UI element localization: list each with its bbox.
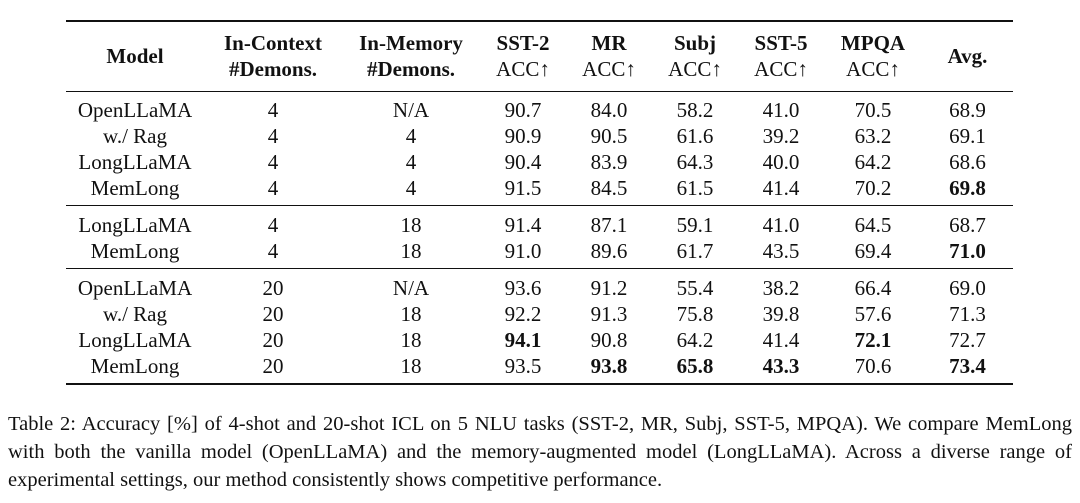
value-cell: 64.2 — [676, 327, 714, 352]
value-cell: 39.2 — [762, 123, 800, 148]
value-cell: 91.4 — [504, 212, 542, 237]
value-cell: 71.0 — [949, 238, 986, 263]
table-header — [66, 21, 1013, 91]
value-cell: 91.3 — [590, 301, 628, 326]
header-avg — [922, 21, 1013, 91]
value-cell: 91.2 — [590, 275, 628, 300]
value-cell: 20 — [262, 353, 284, 378]
value-cell: 66.4 — [854, 275, 892, 300]
value-cell: 61.6 — [676, 123, 714, 148]
table-row — [66, 238, 1013, 269]
header-sst5 — [738, 21, 824, 91]
value-cell: 59.1 — [676, 212, 714, 237]
header-sublabel: ACC↑ — [582, 57, 636, 82]
value-cell: 69.1 — [949, 123, 986, 148]
header-sublabel: #Demons. — [228, 57, 318, 82]
table-row — [66, 205, 1013, 238]
value-cell: 69.0 — [949, 275, 986, 300]
value-cell: 84.0 — [590, 97, 628, 122]
value-cell: 38.2 — [762, 275, 800, 300]
header-label: MPQA — [840, 31, 906, 56]
table-caption: Table 2: Accuracy [%] of 4-shot and 20-shot ICL on 5 NLU tasks (SST-2, MR, Subj, SST-5, MPQA). We compare MemLong with both the vanilla model (OpenLLaMA) and the memory-augmented model (LongLLaMA). Across a diverse range of experimental settings, our method consistently shows competitive performance. — [8, 413, 1072, 491]
model-cell: MemLong — [90, 353, 180, 378]
table-group — [66, 205, 1013, 268]
value-cell: 4 — [405, 175, 417, 200]
value-cell: 90.9 — [504, 123, 542, 148]
header-label: SST-5 — [754, 31, 808, 56]
value-cell: 41.0 — [762, 97, 800, 122]
value-cell: 70.6 — [854, 353, 892, 378]
model-cell: OpenLLaMA — [77, 97, 193, 122]
value-cell: 65.8 — [676, 353, 714, 378]
value-cell: 61.5 — [676, 175, 714, 200]
value-cell: 68.6 — [949, 149, 986, 174]
model-cell: LongLLaMA — [78, 149, 192, 174]
value-cell: 4 — [267, 123, 279, 148]
value-cell: 18 — [400, 327, 422, 352]
value-cell: 64.2 — [854, 149, 892, 174]
table-row — [66, 175, 1013, 206]
header-sublabel: ACC↑ — [496, 57, 550, 82]
value-cell: 91.0 — [504, 238, 542, 263]
value-cell: 55.4 — [676, 275, 714, 300]
value-cell: 90.8 — [590, 327, 628, 352]
header-in-context — [204, 21, 342, 91]
value-cell: 4 — [405, 123, 417, 148]
value-cell: N/A — [392, 275, 430, 300]
header-sst2 — [480, 21, 566, 91]
value-cell: 68.7 — [949, 212, 986, 237]
value-cell: 41.4 — [762, 327, 800, 352]
model-cell: w./ Rag — [103, 123, 167, 148]
value-cell: 69.4 — [854, 238, 892, 263]
value-cell: 91.5 — [504, 175, 542, 200]
header-label: Model — [106, 44, 164, 69]
table-row — [66, 301, 1013, 327]
value-cell: N/A — [392, 97, 430, 122]
value-cell: 20 — [262, 301, 284, 326]
header-sublabel: ACC↑ — [846, 57, 900, 82]
table-row — [66, 149, 1013, 175]
value-cell: 4 — [267, 97, 279, 122]
value-cell: 90.4 — [504, 149, 542, 174]
header-row — [66, 21, 1013, 91]
value-cell: 39.8 — [762, 301, 800, 326]
value-cell: 93.5 — [504, 353, 542, 378]
value-cell: 43.3 — [762, 353, 800, 378]
value-cell: 87.1 — [590, 212, 628, 237]
value-cell: 64.3 — [676, 149, 714, 174]
value-cell: 93.6 — [504, 275, 542, 300]
value-cell: 71.3 — [949, 301, 986, 326]
table-row — [66, 353, 1013, 384]
value-cell: 83.9 — [590, 149, 628, 174]
header-in-memory — [342, 21, 480, 91]
table-row — [66, 327, 1013, 353]
value-cell: 89.6 — [590, 238, 628, 263]
model-cell: LongLLaMA — [78, 212, 192, 237]
value-cell: 4 — [267, 149, 279, 174]
value-cell: 20 — [262, 275, 284, 300]
value-cell: 94.1 — [504, 327, 542, 352]
value-cell: 75.8 — [676, 301, 714, 326]
value-cell: 18 — [400, 353, 422, 378]
header-label: MR — [591, 31, 627, 56]
value-cell: 68.9 — [949, 97, 986, 122]
value-cell: 4 — [405, 149, 417, 174]
value-cell: 20 — [262, 327, 284, 352]
header-label: SST-2 — [496, 31, 550, 56]
value-cell: 70.5 — [854, 97, 892, 122]
value-cell: 18 — [400, 212, 422, 237]
value-cell: 70.2 — [854, 175, 892, 200]
header-mpqa — [824, 21, 922, 91]
value-cell: 92.2 — [504, 301, 542, 326]
value-cell: 93.8 — [590, 353, 628, 378]
value-cell: 18 — [400, 238, 422, 263]
model-cell: LongLLaMA — [78, 327, 192, 352]
table-row — [66, 91, 1013, 123]
header-sublabel: ACC↑ — [754, 57, 808, 82]
header-sublabel: #Demons. — [366, 57, 456, 82]
header-label: Avg. — [947, 44, 988, 69]
results-table — [66, 20, 1013, 385]
value-cell: 43.5 — [762, 238, 800, 263]
value-cell: 4 — [267, 212, 279, 237]
table-group — [66, 268, 1013, 384]
value-cell: 72.1 — [854, 327, 892, 352]
header-mr — [566, 21, 652, 91]
header-label: Subj — [673, 31, 717, 56]
value-cell: 90.7 — [504, 97, 542, 122]
model-cell: w./ Rag — [103, 301, 167, 326]
table-row — [66, 123, 1013, 149]
value-cell: 57.6 — [854, 301, 892, 326]
model-cell: MemLong — [90, 175, 180, 200]
header-model — [66, 21, 204, 91]
value-cell: 4 — [267, 175, 279, 200]
value-cell: 84.5 — [590, 175, 628, 200]
value-cell: 63.2 — [854, 123, 892, 148]
value-cell: 40.0 — [762, 149, 800, 174]
header-label: In-Context — [224, 31, 322, 56]
header-label: In-Memory — [359, 31, 463, 56]
value-cell: 73.4 — [949, 353, 986, 378]
value-cell: 61.7 — [676, 238, 714, 263]
value-cell: 4 — [267, 238, 279, 263]
table-row — [66, 268, 1013, 301]
value-cell: 41.0 — [762, 212, 800, 237]
value-cell: 64.5 — [854, 212, 892, 237]
model-cell: MemLong — [90, 238, 180, 263]
value-cell: 69.8 — [949, 175, 986, 200]
table-group — [66, 91, 1013, 205]
value-cell: 72.7 — [949, 327, 986, 352]
header-sublabel: ACC↑ — [668, 57, 722, 82]
value-cell: 58.2 — [676, 97, 714, 122]
model-cell: OpenLLaMA — [77, 275, 193, 300]
header-subj — [652, 21, 738, 91]
value-cell: 41.4 — [762, 175, 800, 200]
value-cell: 90.5 — [590, 123, 628, 148]
value-cell: 18 — [400, 301, 422, 326]
